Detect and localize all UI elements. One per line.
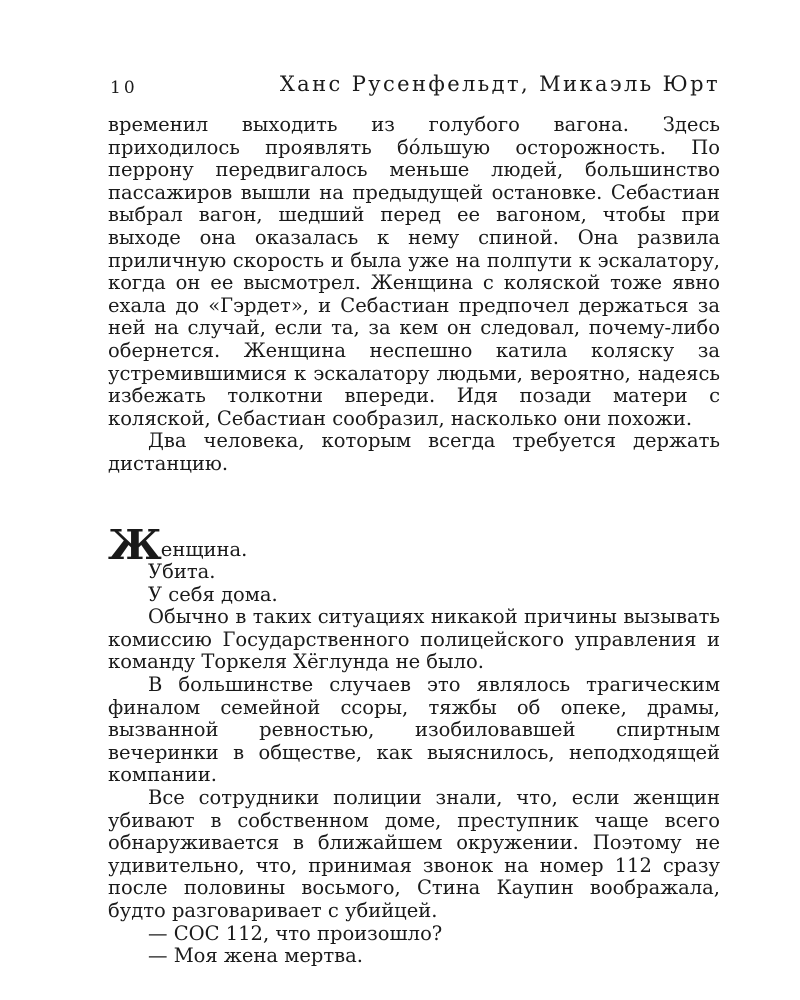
paragraph-continuation: временил выходить из голубого вагона. Здесь приходилось проявлять бóльшую осторожность. По перрону передвигалось меньше людей, большинство пассажиров вышли на предыдущей остановке. Себастиан выбрал вагон, шедший перед ее вагоном, чтобы при выходе она оказалась к нему спиной. Она развила приличную скорость и была уже на полпути к эскалатору, когда он ее высмотрел. Женщина с коляской тоже явно ехала до «Гэрдет», и Себастиан предпочел держаться за ней на случай, если та, за кем он следовал, почему-либо обернется. Женщина неспешно катила коляску за устремившимися к эскалатору людьми, вероятно, надеясь избежать толкотни впереди. Идя позади матери с коляской, Себастиан сообразил, насколько они похожи.: [108, 113, 720, 430]
dropcap-letter: Ж: [108, 520, 161, 569]
running-title: Ханс Русенфельдт, Микаэль Юрт: [279, 72, 720, 96]
page-number: 10: [110, 78, 138, 98]
line-killed: Убита.: [148, 560, 216, 584]
page-body: [108, 114, 720, 968]
paragraph-distance: Два человека, которым всегда требуется держать дистанцию.: [108, 429, 720, 475]
line-at-home: У себя дома.: [148, 582, 278, 606]
section-opening: [108, 520, 720, 569]
paragraph-police-knew: Все сотрудники полиции знали, что, если женщин убивают в собственном доме, преступник чаще всего обнаруживается в ближайшем окружении. Поэтому не удивительно, что, принимая звонок на номер 112 сразу после половины восьмого, Стина Каупин воображала, будто разговаривает с убийцей.: [108, 786, 720, 922]
section-break: [108, 476, 720, 534]
paragraph-commission: Обычно в таких ситуациях никакой причины вызывать комиссию Государственного полицейского управления и команду Торкеля Хёглунда не было.: [108, 605, 720, 674]
dialogue-line-operator: — СОС 112, что произошло?: [148, 921, 443, 945]
dialogue-line-caller: — Моя жена мертва.: [148, 944, 363, 968]
paragraph-majority-cases: В большинстве случаев это являлось трагическим финалом семейной ссоры, тяжбы об опеке, драмы, вызванной ревностью, изобиловавшей спиртным вечеринки в обществе, как выяснилось, неподходящей компании.: [108, 673, 720, 787]
opening-word-rest: енщина.: [160, 537, 248, 561]
page-header: [108, 72, 720, 106]
